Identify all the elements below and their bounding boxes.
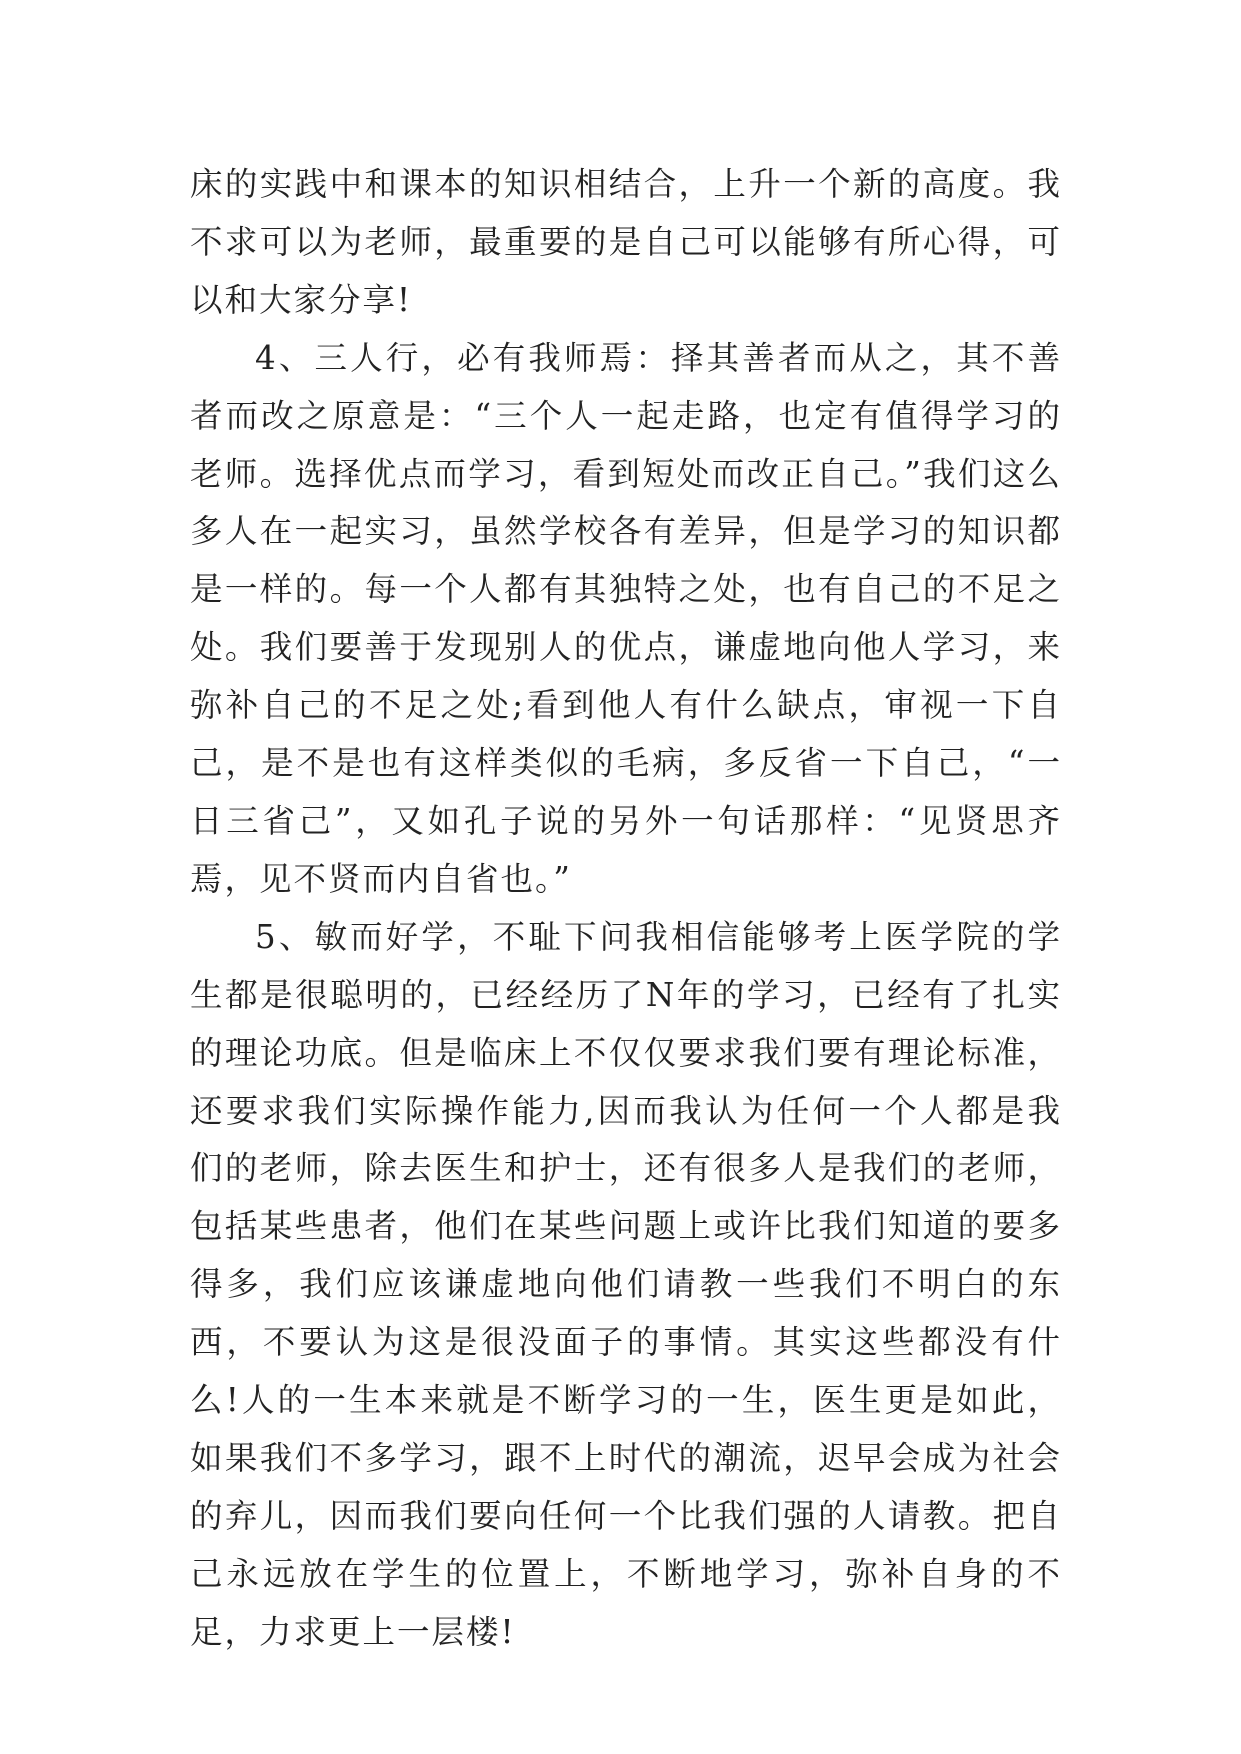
paragraph-item-4: 4、三人行，必有我师焉：择其善者而从之，其不善者而改之原意是：“三个人一起走路，也定有值得学习的老师。选择优点而学习，看到短处而改正自己。”我们这么多人在一起实习，虽然学校各有差异，但是学习的知识都是一样的。每一个人都有其独特之处，也有自己的不足之处。我们要善于发现别人的优点，谦虚地向他人学习，来弥补自己的不足之处;看到他人有什么缺点，审视一下自己，是不是也有这样类似的毛病，多反省一下自己，“一日三省己”，又如孔子说的另外一句话那样：“见贤思齐焉，见不贤而内自省也。” (190, 338, 1062, 898)
paragraph-continuation: 床的实践中和课本的知识相结合，上升一个新的高度。我不求可以为老师，最重要的是自己可以能够有所心得，可以和大家分享! (190, 165, 1062, 319)
paragraph-item-5: 5、敏而好学，不耻下问我相信能够考上医学院的学生都是很聪明的，已经经历了N年的学习，已经有了扎实的理论功底。但是临床上不仅仅要求我们要有理论标准，还要求我们实际操作能力,因而我认为任何一个人都是我们的老师，除去医生和护士，还有很多人是我们的老师，包括某些患者，他们在某些问题上或许比我们知道的要多得多，我们应该谦虚地向他们请教一些我们不明白的东西，不要认为这是很没面子的事情。其实这些都没有什么!人的一生本来就是不断学习的一生，医生更是如此，如果我们不多学习，跟不上时代的潮流，迟早会成为社会的弃儿，因而我们要向任何一个比我们强的人请教。把自己永远放在学生的位置上，不断地学习，弥补自身的不足，力求更上一层楼! (190, 917, 1062, 1651)
document-body (190, 156, 1062, 1662)
